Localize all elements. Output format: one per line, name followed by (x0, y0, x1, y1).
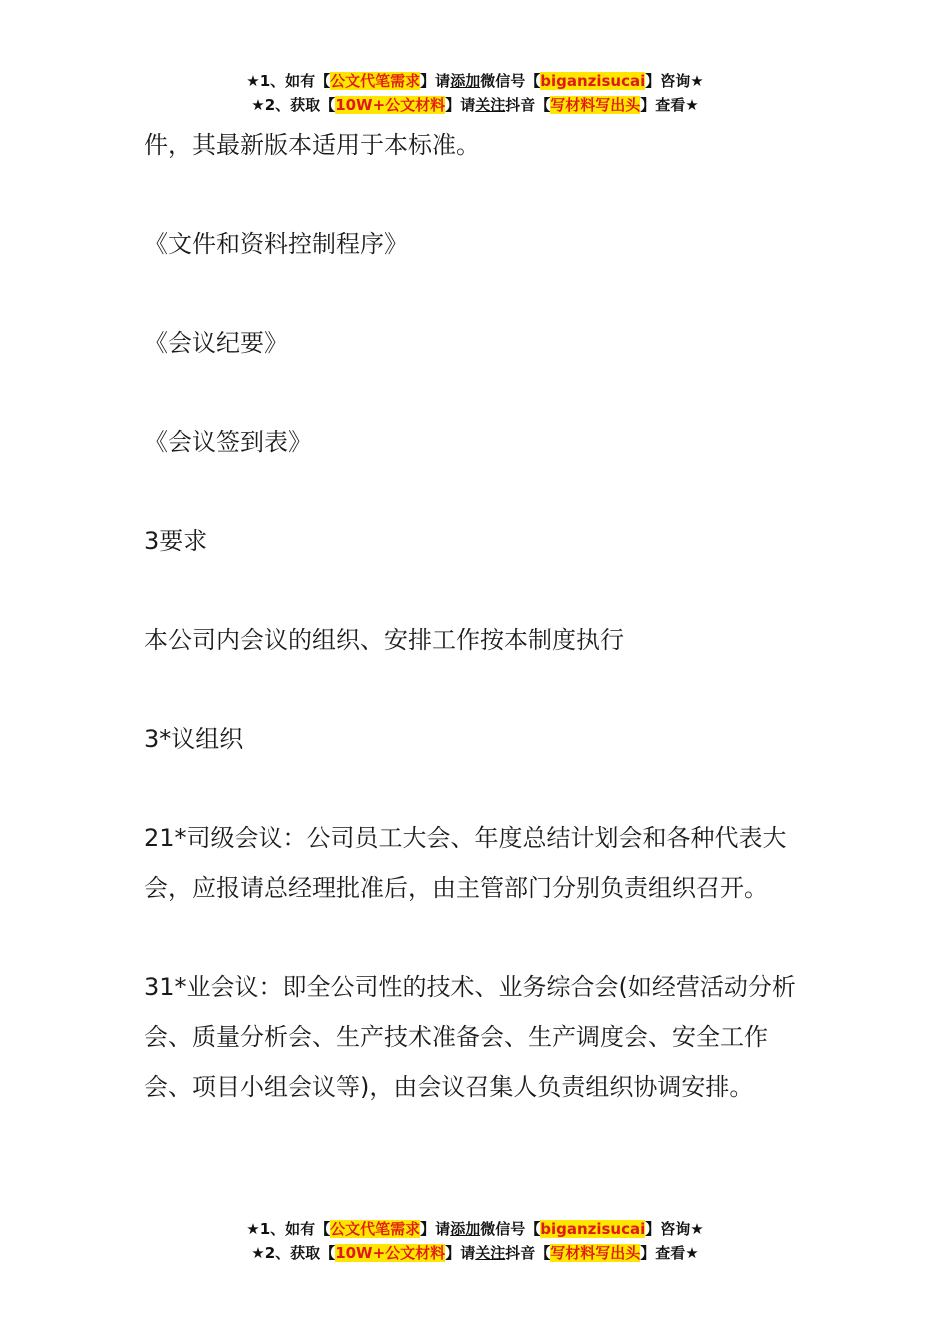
reference-signin-sheet: 《会议签到表》 (144, 428, 312, 456)
paragraph-scope: 本公司内会议的组织、安排工作按本制度执行 (144, 626, 624, 654)
banner-text: 】查看★ (640, 1244, 699, 1262)
reference-document-control: 《文件和资料控制程序》 (144, 230, 408, 258)
banner-text: 】请 (420, 1220, 451, 1238)
section-heading-requirements: 3要求 (144, 527, 208, 555)
banner-line-2 (0, 93, 950, 117)
underlined-text: 关注 (475, 1244, 506, 1262)
footer-banner (0, 1217, 950, 1265)
banner-text: 抖音【 (505, 1244, 551, 1262)
banner-text: 】请 (420, 72, 451, 90)
banner-text: ★2、获取【 (251, 1244, 336, 1262)
banner-text: 】请 (445, 1244, 476, 1262)
header-banner (0, 69, 950, 117)
banner-text: ★1、如有【 (246, 72, 331, 90)
highlight-douyin-account: 写材料写出头 (550, 96, 641, 114)
banner-line-1 (0, 69, 950, 93)
underlined-text: 关注 (475, 96, 506, 114)
banner-text: 抖音【 (505, 96, 551, 114)
paragraph-continuation: 件，其最新版本适用于本标准。 (144, 131, 480, 159)
reference-meeting-minutes: 《会议纪要》 (144, 329, 288, 357)
banner-text: 】咨询★ (645, 1220, 704, 1238)
banner-text: ★2、获取【 (251, 96, 336, 114)
highlight-materials: 10W+公文材料 (335, 1244, 446, 1262)
banner-text: 】咨询★ (645, 72, 704, 90)
banner-line-1 (0, 1217, 950, 1241)
banner-text: 】请 (445, 96, 476, 114)
banner-text: ★1、如有【 (246, 1220, 331, 1238)
highlight-materials: 10W+公文材料 (335, 96, 446, 114)
section-heading-organization: 3*议组织 (144, 725, 244, 753)
underlined-text: 添加 (450, 1220, 481, 1238)
underlined-text: 添加 (450, 72, 481, 90)
highlight-douyin-account: 写材料写出头 (550, 1244, 641, 1262)
banner-text: 】查看★ (640, 96, 699, 114)
banner-text: 微信号【 (480, 1220, 541, 1238)
banner-text: 微信号【 (480, 72, 541, 90)
highlight-service: 公文代笔需求 (330, 72, 421, 90)
highlight-service: 公文代笔需求 (330, 1220, 421, 1238)
highlight-wechat-id: biganzisucai (540, 72, 646, 90)
highlight-wechat-id: biganzisucai (540, 1220, 646, 1238)
banner-line-2 (0, 1241, 950, 1265)
paragraph-business-meetings: 31*业会议：即全公司性的技术、业务综合会(如经营活动分析会、质量分析会、生产技术准备会、生产调度会、安全工作会、项目小组会议等)，由会议召集人负责组织协调安排。 (144, 973, 796, 1101)
document-body (144, 120, 814, 1161)
paragraph-company-meetings: 21*司级会议：公司员工大会、年度总结计划会和各种代表大会，应报请总经理批准后，由主管部门分别负责组织召开。 (144, 824, 787, 902)
